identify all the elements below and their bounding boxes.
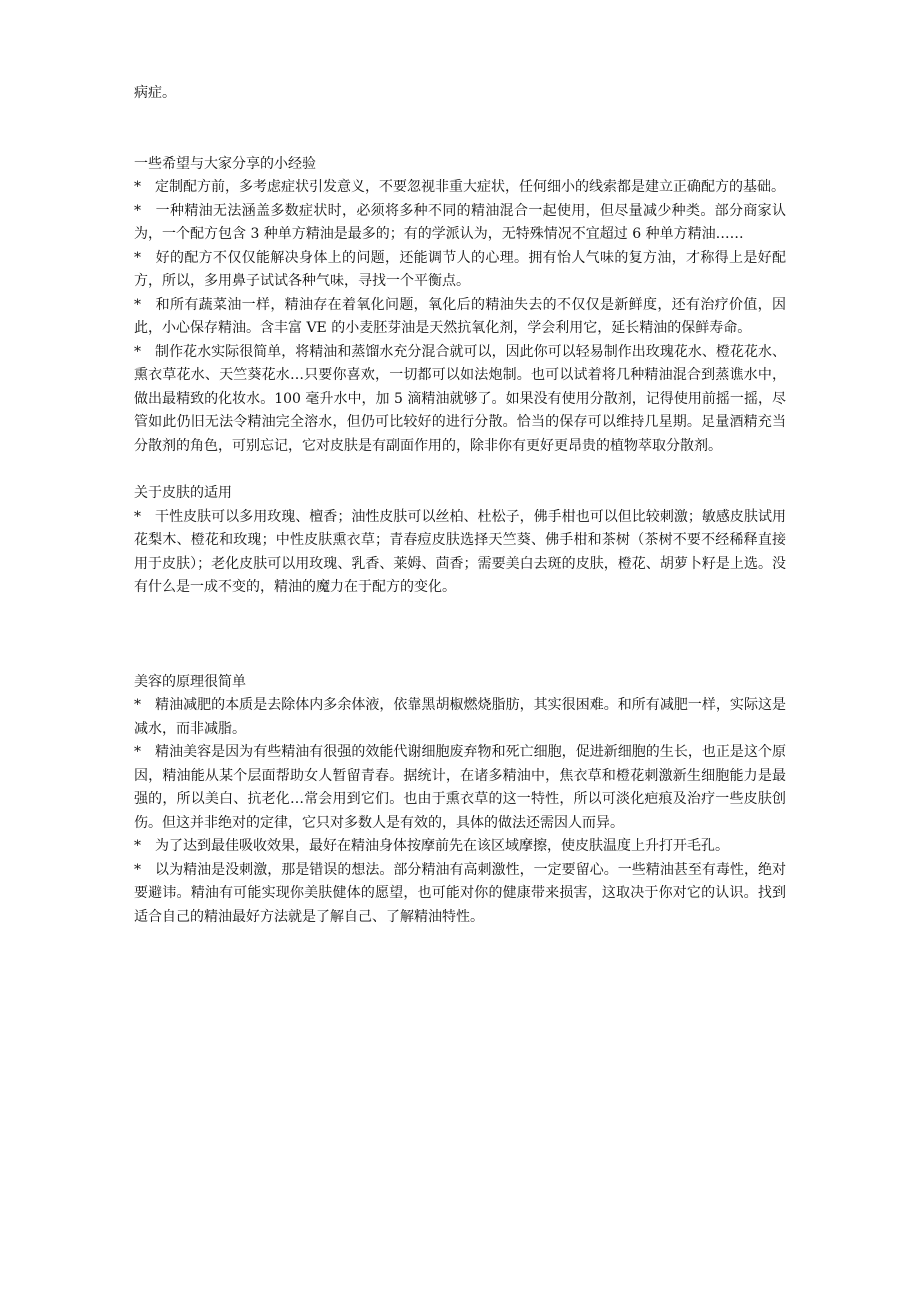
section-beauty (134, 671, 786, 930)
spacer (134, 458, 786, 482)
list-item: * 制作花水实际很简单，将精油和蒸馏水充分混合就可以，因此你可以轻易制作出玫瑰花水、橙花花水、熏衣草花水、天竺葵花水…只要你喜欢，一切都可以如法炮制。也可以试着将几种精油混合到蒸谯水中，做出最精致的化妆水。100 毫升水中，加 5 滴精油就够了。如果没有使用分散剂，记得使用前摇一摇，尽管如此仍旧无法令精油完全溶水，但仍可比较好的进行分散。恰当的保存可以维持几星期。足量酒精充当分散剂的角色，可别忘记，它对皮肤是有副面作用的，除非你有更好更昂贵的植物萃取分散剂。 (134, 343, 786, 454)
section-skin (134, 482, 786, 600)
list-item: * 和所有蔬菜油一样，精油存在着氧化问题，氧化后的精油失去的不仅仅是新鲜度，还有治疗价值，因此，小心保存精油。含丰富 VE 的小麦胚芽油是天然抗氧化剂，学会利用它，延长精油的保鲜寿命。 (134, 296, 786, 336)
section-tips (134, 153, 786, 459)
section-heading: 关于皮肤的适用 (134, 485, 232, 501)
list-item: * 为了达到最佳吸收效果，最好在精油身体按摩前先在该区域摩擦，使皮肤温度上升打开毛孔。 (134, 838, 729, 854)
document-page (134, 82, 786, 929)
list-item: * 定制配方前，多考虑症状引发意义，不要忽视非重大症状，任何细小的线索都是建立正确配方的基础。 (134, 179, 785, 195)
list-item: * 精油减肥的本质是去除体内多余体液，依靠黑胡椒燃烧脂肪，其实很困难。和所有减肥一样，实际这是减水，而非减脂。 (134, 697, 786, 737)
section-heading: 一些希望与大家分享的小经验 (134, 155, 316, 172)
list-item: * 好的配方不仅仅能解决身体上的问题，还能调节人的心理。拥有怡人气味的复方油，才称得上是好配方，所以，多用鼻子试试各种气味，寻找一个平衡点。 (134, 249, 786, 289)
list-item: * 精油美容是因为有些精油有很强的效能代谢细胞废弃物和死亡细胞，促进新细胞的生长，也正是这个原因，精油能从某个层面帮助女人暂留青春。据统计，在诸多精油中，焦衣草和橙花刺激新生细胞能力是最强的，所以美白、抗老化…常会用到它们。也由于熏衣草的这一特性，所以可淡化疤痕及治疗一些皮肤创伤。但这并非绝对的定律，它只对多数人是有效的，具体的做法还需因人而异。 (134, 744, 786, 831)
intro-fragment: 病症。 (134, 85, 176, 101)
list-item: * 干性皮肤可以多用玫瑰、檀香；油性皮肤可以丝柏、杜松子，佛手柑也可以但比较刺激；敏感皮肤试用花梨木、橙花和玫瑰；中性皮肤熏衣草；青春痘皮肤选择天竺葵、佛手柑和茶树（茶树不要不经稀释直接用于皮肤）；老化皮肤可以用玫瑰、乳香、莱姆、茴香；需要美白去斑的皮肤，橙花、胡萝卜籽是上选。没有什么是一成不变的，精油的魔力在于配方的变化。 (134, 508, 786, 595)
section-heading: 美容的原理很简单 (134, 673, 246, 690)
spacer (134, 600, 786, 671)
list-item: * 以为精油是没刺激，那是错误的想法。部分精油有高刺激性，一定要留心。一些精油甚至有毒性，绝对要避讳。精油有可能实现你美肤健体的愿望，也可能对你的健康带来损害，这取决于你对它的认识。找到适合自己的精油最好方法就是了解自己、了解精油特性。 (134, 861, 786, 925)
spacer (134, 106, 786, 153)
list-item: * 一种精油无法涵盖多数症状时，必须将多种不同的精油混合一起使用，但尽量减少种类。部分商家认为，一个配方包含 3 种单方精油是最多的；有的学派认为，无特殊情况不宜超过 6 种单方精油…… (134, 202, 786, 242)
